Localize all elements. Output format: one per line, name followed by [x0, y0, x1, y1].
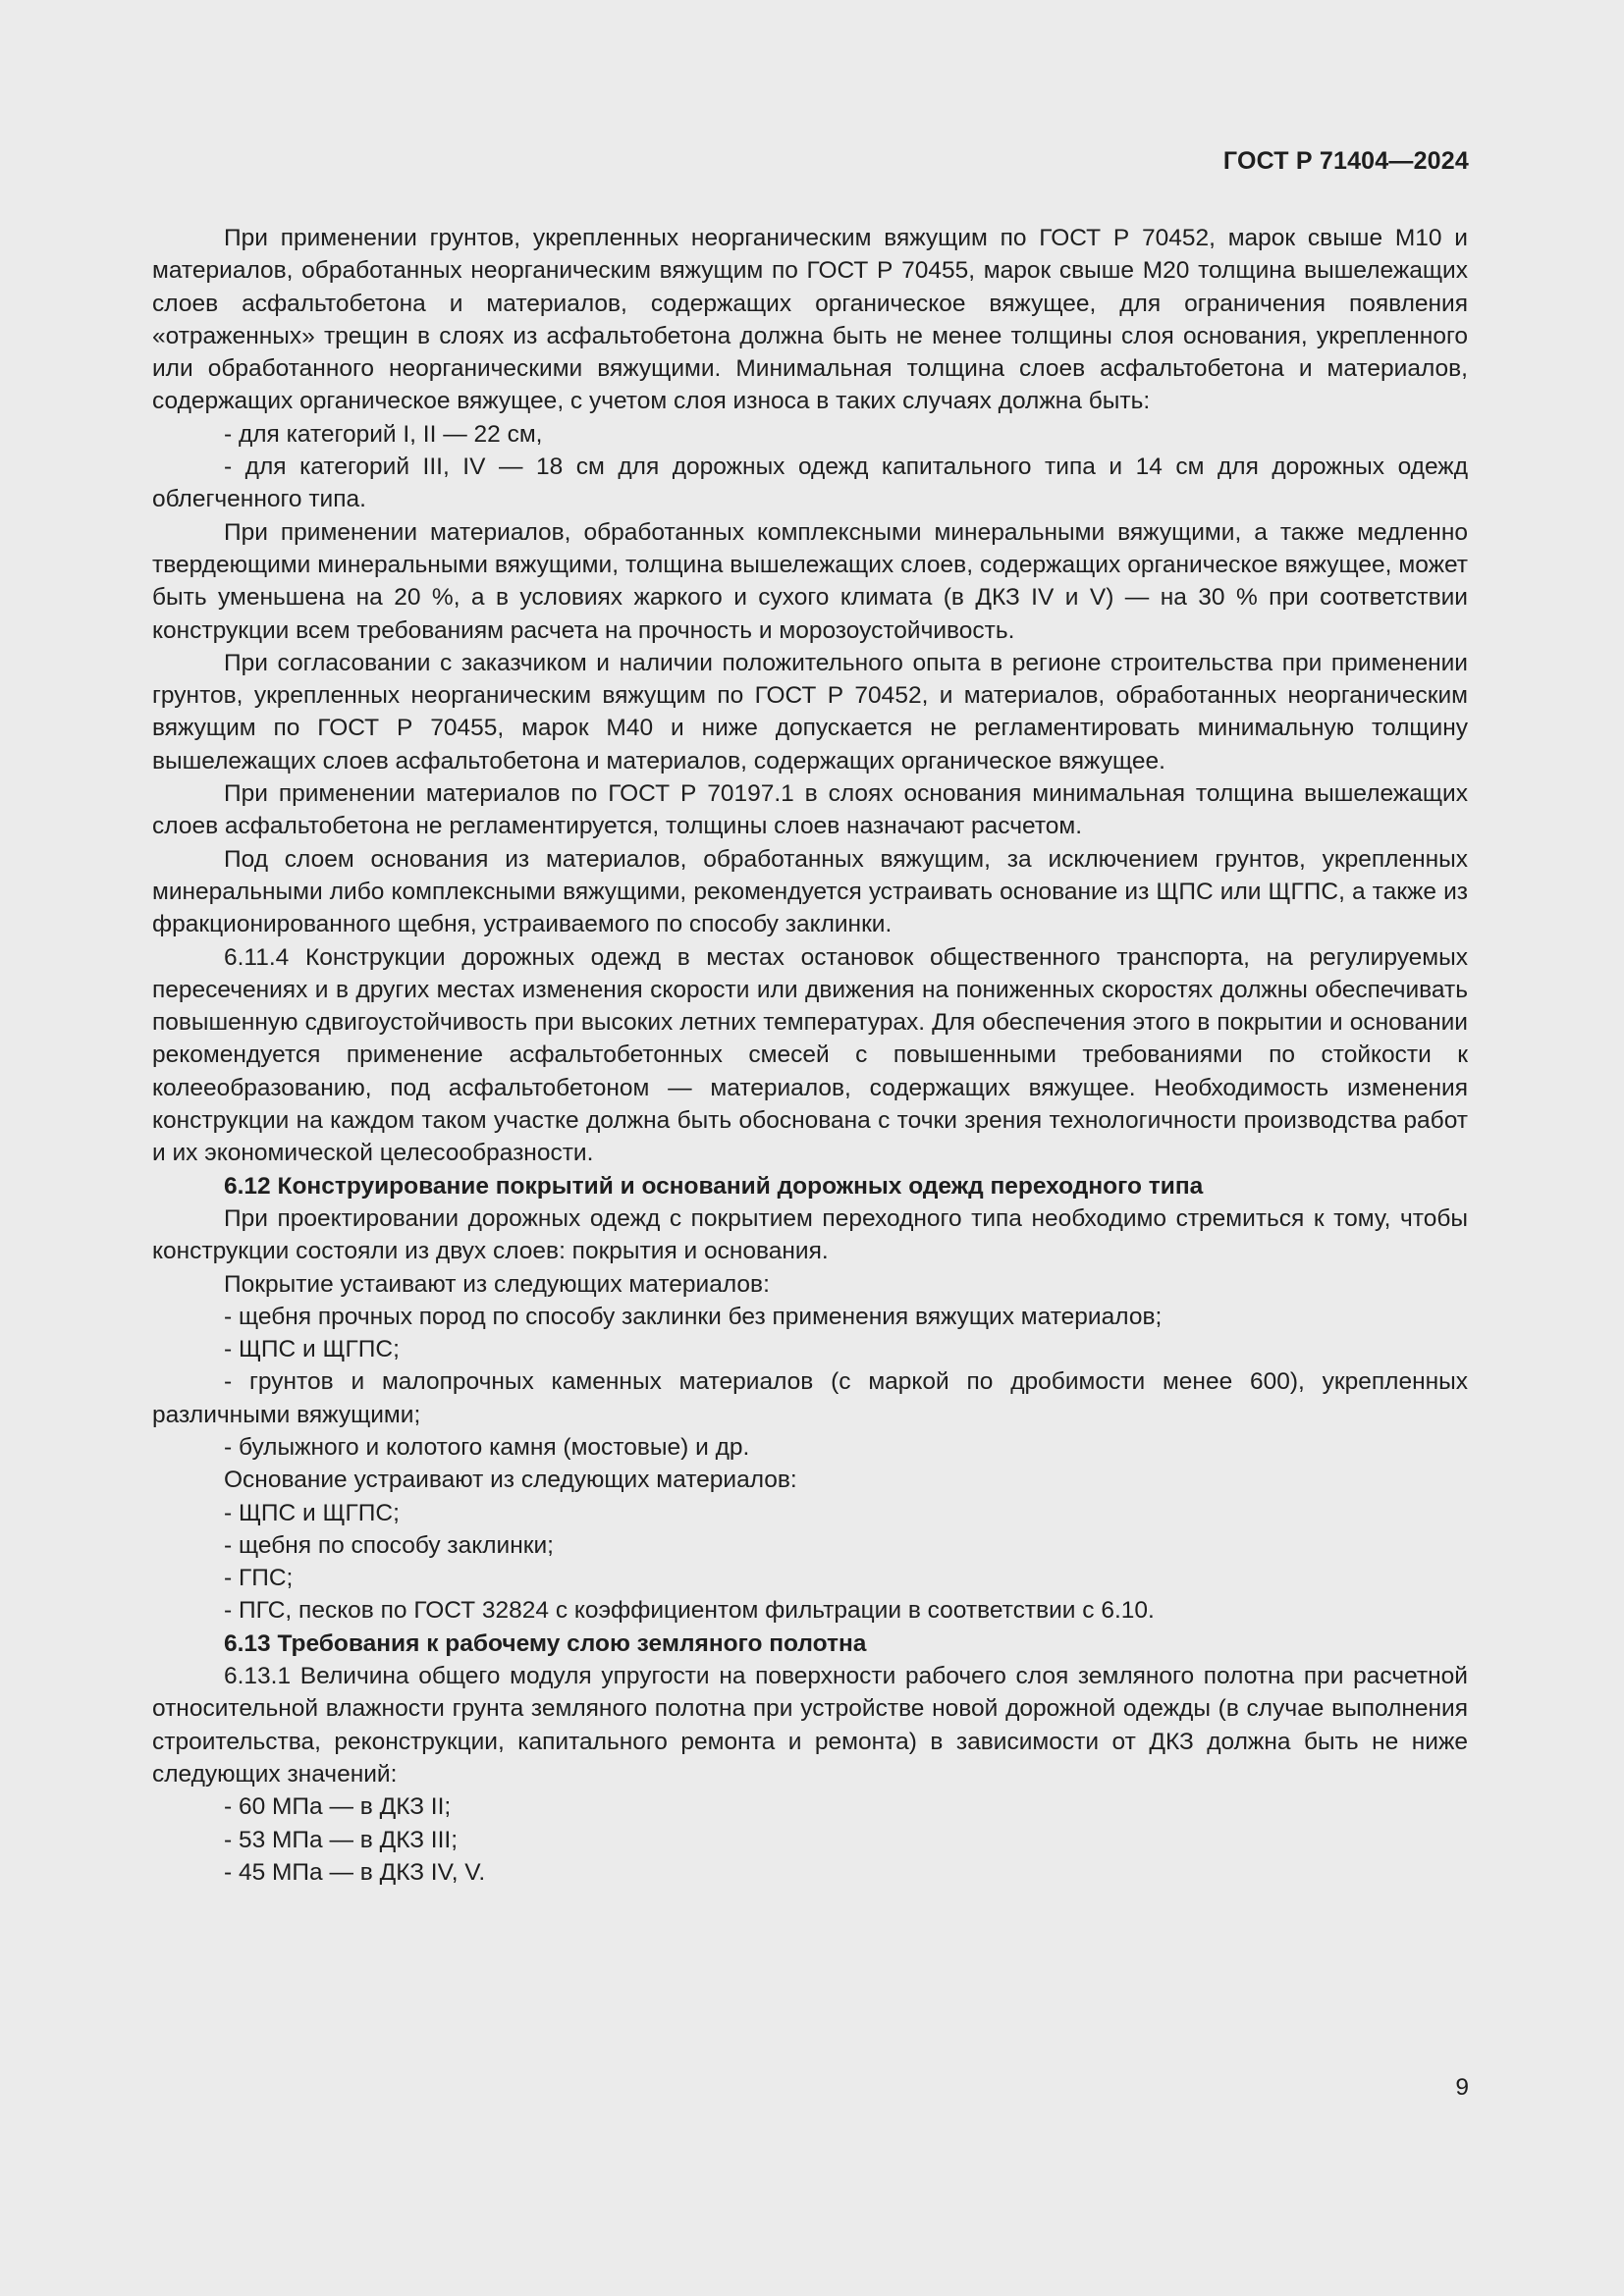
document-number-header: ГОСТ Р 71404—2024 — [1222, 147, 1469, 175]
list-item: - для категорий III, IV — 18 см для дорожных одежд капитального типа и 14 см для дорожных одежд облегченного типа. — [152, 454, 1468, 513]
list-item: - булыжного и колотого камня (мостовые) и др. — [224, 1433, 750, 1461]
list-item: - ЩПС и ЩГПС; — [224, 1499, 400, 1526]
list-item: - ПГС, песков по ГОСТ 32824 с коэффициентом фильтрации в соответствии с 6.10. — [224, 1597, 1155, 1625]
section-heading-6-12: 6.12 Конструирование покрытий и оснований дорожных одежд переходного типа — [224, 1172, 1204, 1200]
clause-6-11-4: 6.11.4 Конструкции дорожных одежд в местах остановок общественного транспорта, на регулируемых пересечениях и в других местах изменения скорости или движения на пониженных скоростях должны обеспечивать повышенную сдвигоустойчивость при высоких летних температурах. Для обеспечения этого в покрытии и основании рекомендуется применение асфальтобетонных смесей с повышенными требованиями по стойкости к колееобразованию, под асфальтобетоном — материалов, содержащих вяжущее. Необходимость изменения конструкции на каждом таком участке должна быть обоснована с точки зрения технологичности производства работ и их экономической целесообразности. — [152, 943, 1468, 1167]
paragraph: Под слоем основания из материалов, обработанных вяжущим, за исключением грунтов, укрепленных минеральными либо комплексными вяжущими, рекомендуется устраивать основание из ЩПС или ЩГПС, а также из фракционированного щебня, устраиваемого по способу заклинки. — [152, 845, 1468, 938]
list-item: - 45 МПа — в ДКЗ IV, V. — [224, 1858, 486, 1886]
list-item: - для категорий I, II — 22 см, — [224, 420, 543, 448]
page-number: 9 — [1455, 2074, 1469, 2101]
paragraph: При проектировании дорожных одежд с покрытием переходного типа необходимо стремиться к тому, чтобы конструкции состояли из двух слоев: покрытия и основания. — [152, 1204, 1468, 1265]
list-item: - 60 МПа — в ДКЗ II; — [224, 1793, 452, 1821]
paragraph: При применении грунтов, укрепленных неорганическим вяжущим по ГОСТ Р 70452, марок свыше М10 и материалов, обработанных неорганическим вяжущим по ГОСТ Р 70455, марок свыше М20 толщина вышележащих слоев асфальтобетона и материалов, содержащих органическое вяжущее, для ограничения появления «отраженных» трещин в слоях из асфальтобетона должна быть не менее толщины слоя основания, укрепленного или обработанного неорганическими вяжущими. Минимальная толщина слоев асфальтобетона и материалов, содержащих органическое вяжущее, с учетом слоя износа в таких случаях должна быть: — [152, 225, 1468, 415]
list-item: - щебня прочных пород по способу заклинки без применения вяжущих материалов; — [224, 1303, 1163, 1330]
list-item: - ЩПС и ЩГПС; — [224, 1336, 400, 1363]
paragraph: При применении материалов по ГОСТ Р 70197.1 в слоях основания минимальная толщина вышележащих слоев асфальтобетона не регламентируется, толщины слоев назначают расчетом. — [152, 780, 1468, 840]
paragraph: Покрытие устаивают из следующих материалов: — [224, 1270, 770, 1298]
list-item: - грунтов и малопрочных каменных материалов (с маркой по дробимости менее 600), укрепленных различными вяжущими; — [152, 1368, 1468, 1428]
list-item: - ГПС; — [224, 1565, 294, 1592]
paragraph: При применении материалов, обработанных комплексными минеральными вяжущими, а также медленно твердеющими минеральными вяжущими, толщина вышележащих слоев, содержащих органическое вяжущее, может быть уменьшена на 20 %, а в условиях жаркого и сухого климата (в ДКЗ IV и V) — на 30 % при соответствии конструкции всем требованиям расчета на прочность и морозоустойчивость. — [152, 518, 1468, 644]
section-heading-6-13: 6.13 Требования к рабочему слою земляного полотна — [224, 1629, 867, 1657]
paragraph: При согласовании с заказчиком и наличии положительного опыта в регионе строительства при применении грунтов, укрепленных неорганическим вяжущим по ГОСТ Р 70452, и материалов, обработанных неорганическим вяжущим по ГОСТ Р 70455, марок М40 и ниже допускается не регламентировать минимальную толщину вышележащих слоев асфальтобетона и материалов, содержащих органическое вяжущее. — [152, 649, 1468, 774]
paragraph: Основание устраивают из следующих материалов: — [224, 1467, 797, 1494]
list-item: - 53 МПа — в ДКЗ III; — [224, 1826, 459, 1853]
list-item: - щебня по способу заклинки; — [224, 1531, 554, 1559]
document-body — [152, 222, 1468, 1889]
clause-6-13-1: 6.13.1 Величина общего модуля упругости на поверхности рабочего слоя земляного полотна при расчетной относительной влажности грунта земляного полотна при устройстве новой дорожной одежды (в случае выполнения строительства, реконструкции, капитального ремонта и ремонта) в зависимости от ДКЗ должна быть не ниже следующих значений: — [152, 1663, 1468, 1788]
